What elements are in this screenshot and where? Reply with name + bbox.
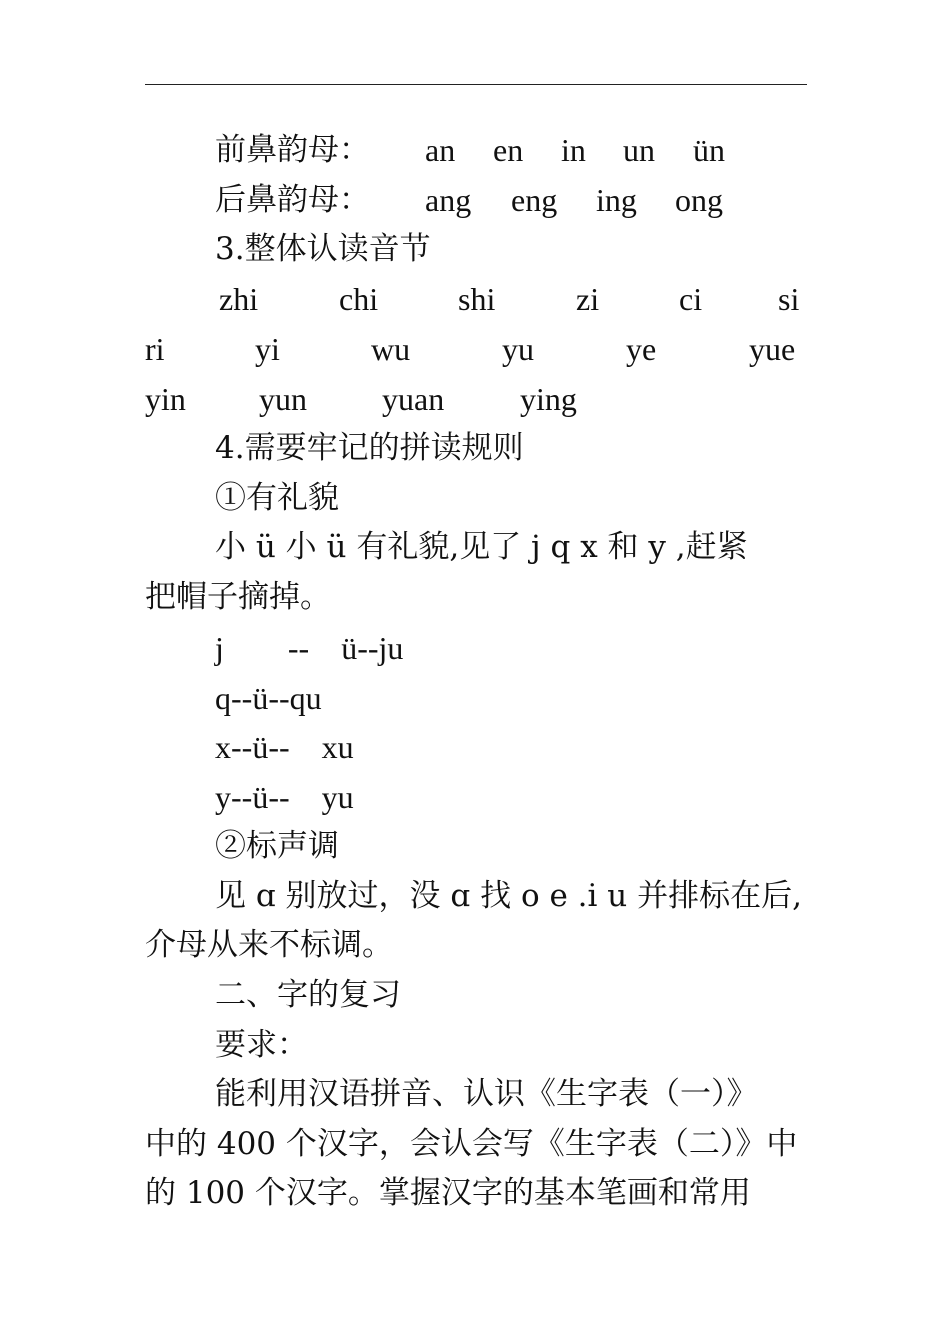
qianbi-label: 前鼻韵母： [215,132,370,168]
rule2-line-1: 见 ɑ 别放过，没 ɑ 找 o e .i u 并排标在后, [215,878,802,914]
qianbi-line [145,125,807,175]
syllable: zi [576,281,600,317]
houbi-item: ang [425,182,472,218]
example-y: y--ü-- yu [215,779,354,815]
syllable: wu [371,331,411,367]
requirement-line-3: 的 100 个汉字。掌握汉字的基本笔画和常用 [145,1175,751,1211]
syllable: yu [502,331,534,367]
syllable: ying [520,381,577,417]
syllable: yi [255,331,280,367]
section2-heading: 二、字的复习 [215,977,401,1013]
zhengti-row-2 [145,324,807,374]
rules-heading: 4.需要牢记的拼读规则 [215,430,524,466]
requirement-line-1: 能利用汉语拼音、认识《生字表（一）》 [215,1076,758,1112]
syllable: yun [259,381,307,417]
syllable: yin [145,381,186,417]
syllable: yuan [382,381,445,417]
zhengti-row-1 [145,274,807,324]
syllable: zhi [219,281,259,317]
rule1-line-2: 把帽子摘掉。 [145,579,331,615]
rule1-title: ①有礼貌 [215,480,339,516]
syllable: si [778,281,800,317]
houbi-label: 后鼻韵母： [215,182,370,218]
qianbi-item: ün [693,132,725,168]
example-x: x--ü-- xu [215,729,354,765]
houbi-item: ing [596,182,637,218]
houbi-line [145,175,807,225]
houbi-item: eng [511,182,558,218]
example-q: q--ü--qu [215,680,322,716]
example-j: j -- ü--ju [215,630,404,666]
houbi-item: ong [675,182,723,218]
qianbi-item: an [425,132,456,168]
zhengti-heading: 3.整体认读音节 [215,231,431,267]
requirement-line-2: 中的 400 个汉字，会认会写《生字表（二）》中 [145,1126,798,1162]
qianbi-item: un [623,132,655,168]
syllable: shi [458,281,496,317]
syllable: chi [339,281,379,317]
requirement-label: 要求： [215,1027,308,1063]
syllable: ri [145,331,165,367]
rule2-title: ②标声调 [215,828,339,864]
rule2-line-2: 介母从来不标调。 [145,927,393,963]
zhengti-row-3 [145,374,807,424]
qianbi-item: en [493,132,524,168]
syllable: ci [679,281,703,317]
syllable: yue [749,331,796,367]
qianbi-item: in [561,132,586,168]
header-rule [145,84,807,85]
syllable: ye [626,331,657,367]
rule1-line-1: 小 ü 小 ü 有礼貌,见了 j q x 和 y ,赶紧 [215,529,748,565]
